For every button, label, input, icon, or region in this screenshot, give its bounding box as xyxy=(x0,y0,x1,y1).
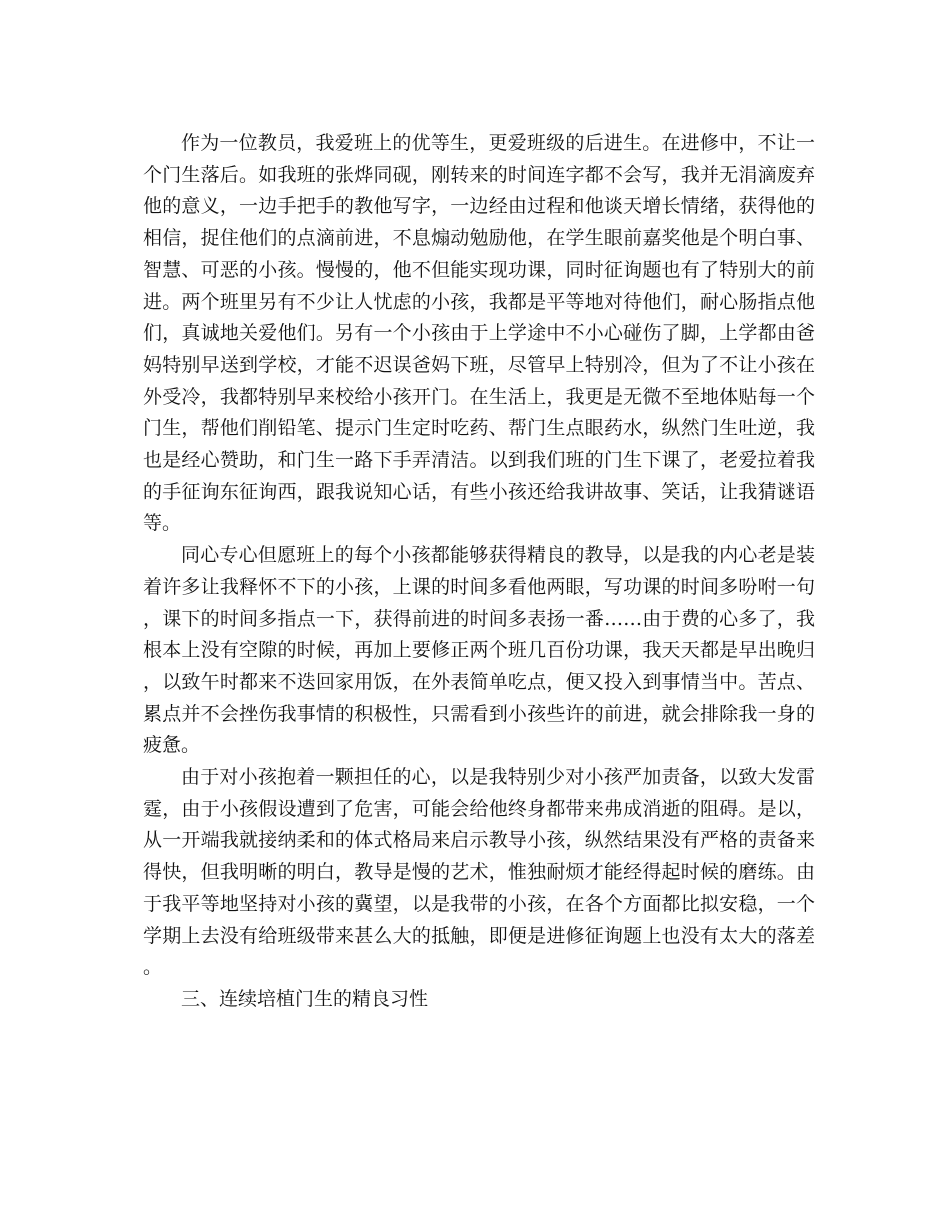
paragraph-1: 作为一位教员，我爱班上的优等生，更爱班级的后进生。在进修中，不让一个门生落后。如我班的张烨同砚，刚转来的时间连字都不会写，我并无涓滴废弃他的意义，一边手把手的教他写字，一边经由过程和他谈天增长情绪，获得他的相信，捉住他们的点滴前进，不息煽动勉励他，在学生眼前嘉奖他是个明白事、智慧、可恶的小孩。慢慢的，他不但能实现功课，同时征询题也有了特别大的前进。两个班里另有不少让人忧虑的小孩，我都是平等地对待他们，耐心肠指点他们，真诚地关爱他们。另有一个小孩由于上学途中不小心碰伤了脚，上学都由爸妈特别早送到学校，才能不迟误爸妈下班，尽管早上特别冷，但为了不让小孩在外受冷，我都特别早来校给小孩开门。在生活上，我更是无微不至地体贴每一个门生，帮他们削铅笔、提示门生定时吃药、帮门生点眼药水，纵然门生吐逆，我也是经心赞助，和门生一路下手弄清洁。以到我们班的门生下课了，老爱拉着我的手征询东征询西，跟我说知心话，有些小孩还给我讲故事、笑话，让我猜谜语等。 xyxy=(143,132,815,535)
paragraph-2: 同心专心但愿班上的每个小孩都能够获得精良的教导，以是我的内心老是装着许多让我释怀不下的小孩，上课的时间多看他两眼，写功课的时间多吩咐一句，课下的时间多指点一下，获得前进的时间多表扬一番……由于费的心多了，我根本上没有空隙的时候，再加上要修正两个班几百份功课，我天天都是早出晚归，以致午时都来不迭回家用饭，在外表简单吃点，便又投入到事情当中。苦点、累点并不会挫伤我事情的积极性，只需看到小孩些许的前进，就会排除我一身的疲惫。 xyxy=(143,544,815,757)
paragraph-3: 由于对小孩抱着一颗担任的心，以是我特别少对小孩严加责备，以致大发雷霆，由于小孩假设遭到了危害，可能会给他终身都带来弗成消逝的阻碍。是以，从一开端我就接纳柔和的体式格局来启示教导小孩，纵然结果没有严格的责备来得快，但我明晰的明白，教导是慢的艺术，惟独耐烦才能经得起时候的磨练。由于我平等地坚持对小孩的冀望，以是我带的小孩，在各个方面都比拟安稳，一个学期上去没有给班级带来甚么大的抵触，即便是进修征询题上也没有太大的落差。 xyxy=(143,766,815,979)
section-heading: 三、连续培植门生的精良习性 xyxy=(181,987,429,1010)
body-text xyxy=(143,128,815,1016)
